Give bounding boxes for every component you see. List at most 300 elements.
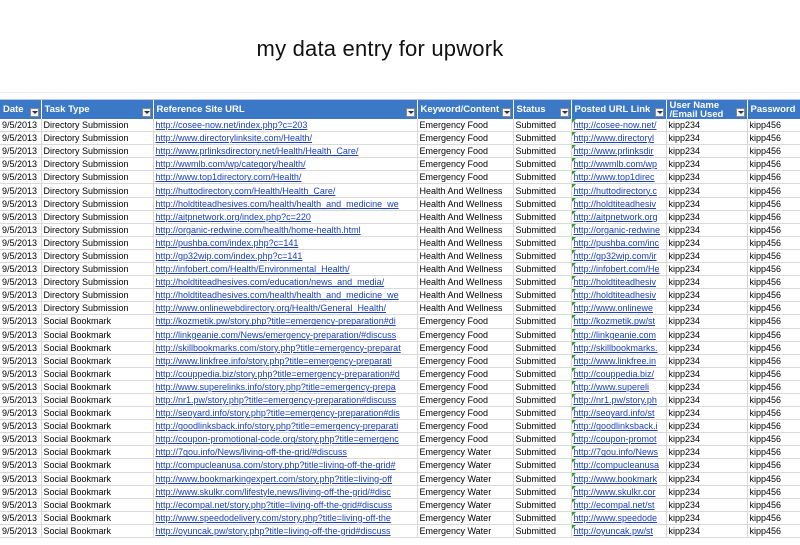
status-cell[interactable]: Submitted [513,341,571,354]
status-cell[interactable]: Submitted [513,197,571,210]
posted-url-link[interactable]: http://www.top1direc [571,171,666,184]
table-row [0,236,800,249]
keyword-cell[interactable]: Emergency Food [417,132,513,145]
table-row [0,485,800,498]
posted-url-link[interactable]: http://pushba.com/inc [571,236,666,249]
status-cell[interactable]: Submitted [513,223,571,236]
table-row [0,315,800,328]
task-type-cell[interactable]: Social Bookmark [41,433,153,446]
posted-url-link[interactable]: http://www.speedode [571,511,666,524]
status-cell[interactable]: Submitted [513,420,571,433]
reference-url-link[interactable]: http://oyuncak.pw/story.php?title=living-off-the-grid#discuss [153,524,417,537]
keyword-cell[interactable]: Emergency Water [417,511,513,524]
keyword-cell[interactable]: Emergency Food [417,354,513,367]
password-cell[interactable]: kipp456 [747,354,800,367]
password-cell[interactable]: kipp456 [747,459,800,472]
task-type-cell[interactable]: Directory Submission [41,289,153,302]
status-cell[interactable]: Submitted [513,472,571,485]
table-row [0,446,800,459]
username-cell[interactable]: kipp234 [666,341,747,354]
username-cell[interactable]: kipp234 [666,184,747,197]
date-cell[interactable]: 9/5/2013 [0,132,41,145]
username-cell[interactable]: kipp234 [666,524,747,537]
table-row [0,197,800,210]
reference-url-link[interactable]: http://pushba.com/index.php?c=141 [153,236,417,249]
filter-dropdown-icon[interactable] [736,108,745,117]
table-row [0,407,800,420]
keyword-cell[interactable]: Emergency Food [417,433,513,446]
posted-url-link[interactable]: http://goodlinksback.i [571,420,666,433]
reference-url-link[interactable]: http://seoyard.info/story.php?title=emergency-preparation#dis [153,407,417,420]
password-cell[interactable]: kipp456 [747,263,800,276]
username-cell[interactable]: kipp234 [666,263,747,276]
password-cell[interactable]: kipp456 [747,197,800,210]
password-cell[interactable]: kipp456 [747,511,800,524]
task-type-cell[interactable]: Social Bookmark [41,367,153,380]
posted-url-link[interactable]: http://aitpnetwork.org [571,210,666,223]
posted-url-link[interactable]: http://oyuncak.pw/st [571,524,666,537]
username-cell[interactable]: kipp234 [666,289,747,302]
posted-url-link[interactable]: http://www.prlinksdir [571,145,666,158]
posted-url-link[interactable]: http://wwmlb.com/wp [571,158,666,171]
keyword-cell[interactable]: Emergency Food [417,367,513,380]
status-cell[interactable]: Submitted [513,158,571,171]
date-cell[interactable]: 9/5/2013 [0,145,41,158]
table-row [0,249,800,262]
column-header-label: Date [3,103,24,115]
date-cell[interactable]: 9/5/2013 [0,289,41,302]
keyword-cell[interactable]: Emergency Food [417,171,513,184]
posted-url-link[interactable]: http://ecompal.net/st [571,498,666,511]
username-cell[interactable]: kipp234 [666,197,747,210]
task-type-cell[interactable]: Social Bookmark [41,407,153,420]
posted-url-link[interactable]: http://gp32wip.com/ir [571,249,666,262]
date-cell[interactable]: 9/5/2013 [0,158,41,171]
filter-dropdown-icon[interactable] [560,108,569,117]
task-type-cell[interactable]: Directory Submission [41,249,153,262]
username-cell[interactable]: kipp234 [666,380,747,393]
keyword-cell[interactable]: Health And Wellness [417,263,513,276]
password-cell[interactable]: kipp456 [747,171,800,184]
task-type-cell[interactable]: Directory Submission [41,210,153,223]
reference-url-link[interactable]: http://couppedia.biz/story.php?title=emergency-preparation#d [153,367,417,380]
reference-url-link[interactable]: http://goodlinksback.info/story.php?title=emergency-preparati [153,420,417,433]
reference-url-link[interactable]: http://www.onlinewebdirectory.org/Health/General_Health/ [153,302,417,315]
status-cell[interactable]: Submitted [513,132,571,145]
table-row [0,380,800,393]
username-cell[interactable]: kipp234 [666,420,747,433]
table-row [0,328,800,341]
date-cell[interactable]: 9/5/2013 [0,407,41,420]
status-cell[interactable]: Submitted [513,145,571,158]
keyword-cell[interactable]: Health And Wellness [417,249,513,262]
password-cell[interactable]: kipp456 [747,498,800,511]
table-row [0,158,800,171]
task-type-cell[interactable]: Social Bookmark [41,459,153,472]
status-cell[interactable]: Submitted [513,459,571,472]
table-row [0,171,800,184]
username-cell[interactable]: kipp234 [666,446,747,459]
date-cell[interactable]: 9/5/2013 [0,511,41,524]
reference-url-link[interactable]: http://www.speedodelivery.com/story.php?title=living-off-the [153,511,417,524]
reference-url-link[interactable]: http://www.bookmarkingexpert.com/story.php?title=living-off [153,472,417,485]
task-type-cell[interactable]: Directory Submission [41,119,153,132]
task-type-cell[interactable]: Social Bookmark [41,328,153,341]
task-type-cell[interactable]: Social Bookmark [41,420,153,433]
date-cell[interactable]: 9/5/2013 [0,276,41,289]
keyword-cell[interactable]: Emergency Food [417,328,513,341]
task-type-cell[interactable]: Social Bookmark [41,393,153,406]
username-cell[interactable]: kipp234 [666,210,747,223]
reference-url-link[interactable]: http://nr1.pw/story.php?title=emergency-preparation#discuss [153,393,417,406]
username-cell[interactable]: kipp234 [666,276,747,289]
posted-url-link[interactable]: http://cosee-now.net/ [571,119,666,132]
table-row [0,511,800,524]
password-cell[interactable]: kipp456 [747,223,800,236]
username-cell[interactable]: kipp234 [666,472,747,485]
status-cell[interactable]: Submitted [513,498,571,511]
date-cell[interactable]: 9/5/2013 [0,420,41,433]
task-type-cell[interactable]: Social Bookmark [41,380,153,393]
header-row [0,100,800,119]
status-cell[interactable]: Submitted [513,407,571,420]
task-type-cell[interactable]: Social Bookmark [41,341,153,354]
password-cell[interactable]: kipp456 [747,524,800,537]
keyword-cell[interactable]: Emergency Food [417,341,513,354]
posted-url-link[interactable]: http://www.linkfree.in [571,354,666,367]
date-cell[interactable]: 9/5/2013 [0,197,41,210]
password-cell[interactable]: kipp456 [747,472,800,485]
posted-url-link[interactable]: http://7gou.info/News [571,446,666,459]
table-row [0,524,800,537]
status-cell[interactable]: Submitted [513,276,571,289]
task-type-cell[interactable]: Social Bookmark [41,446,153,459]
keyword-cell[interactable]: Emergency Food [417,393,513,406]
keyword-cell[interactable]: Emergency Food [417,119,513,132]
task-type-cell[interactable]: Social Bookmark [41,472,153,485]
username-cell[interactable]: kipp234 [666,511,747,524]
status-cell[interactable]: Submitted [513,289,571,302]
posted-url-link[interactable]: http://couppedia.biz/ [571,367,666,380]
keyword-cell[interactable]: Health And Wellness [417,236,513,249]
reference-url-link[interactable]: http://kozmetik.pw/story.php?title=emergency-preparation#di [153,315,417,328]
username-cell[interactable]: kipp234 [666,158,747,171]
reference-url-link[interactable]: http://holdtiteadhesives.com/education/news_and_media/ [153,276,417,289]
posted-url-link[interactable]: http://seoyard.info/st [571,407,666,420]
reference-url-link[interactable]: http://holdtiteadhesives.com/health/health_and_medicine_we [153,197,417,210]
reference-url-link[interactable]: http://linkgeanie.com/News/emergency-preparation/#discuss [153,328,417,341]
reference-url-link[interactable]: http://7gou.info/News/living-off-the-grid/#discuss [153,446,417,459]
status-cell[interactable]: Submitted [513,367,571,380]
keyword-cell[interactable]: Emergency Food [417,315,513,328]
task-type-cell[interactable]: Directory Submission [41,158,153,171]
password-cell[interactable]: kipp456 [747,315,800,328]
date-cell[interactable]: 9/5/2013 [0,472,41,485]
status-cell[interactable]: Submitted [513,236,571,249]
table-row [0,184,800,197]
reference-url-link[interactable]: http://www.prlinksdirectory.net/Health/Health_Care/ [153,145,417,158]
task-type-cell[interactable]: Directory Submission [41,276,153,289]
keyword-cell[interactable]: Health And Wellness [417,197,513,210]
table-row [0,119,800,132]
column-header-reference-url[interactable] [153,100,417,119]
date-cell[interactable]: 9/5/2013 [0,223,41,236]
reference-url-link[interactable]: http://aitpnetwork.org/index.php?c=220 [153,210,417,223]
keyword-cell[interactable]: Health And Wellness [417,289,513,302]
table-row [0,433,800,446]
username-cell[interactable]: kipp234 [666,433,747,446]
username-cell[interactable]: kipp234 [666,393,747,406]
task-type-cell[interactable]: Social Bookmark [41,524,153,537]
task-type-cell[interactable]: Directory Submission [41,184,153,197]
password-cell[interactable]: kipp456 [747,302,800,315]
filter-dropdown-icon[interactable] [406,108,415,117]
posted-url-link[interactable]: http://www.supereli [571,380,666,393]
status-cell[interactable]: Submitted [513,380,571,393]
reference-url-link[interactable]: http://www.superelinks.info/story.php?title=emergency-prepa [153,380,417,393]
posted-url-link[interactable]: http://infobert.com/He [571,263,666,276]
posted-url-link[interactable]: http://kozmetik.pw/st [571,315,666,328]
password-cell[interactable]: kipp456 [747,341,800,354]
reference-url-link[interactable]: http://wwmlb.com/wp/category/health/ [153,158,417,171]
reference-url-link[interactable]: http://compucleanusa.com/story.php?title=living-off-the-grid# [153,459,417,472]
reference-url-link[interactable]: http://gp32wip.com/index.php?c=141 [153,249,417,262]
password-cell[interactable]: kipp456 [747,210,800,223]
password-cell[interactable]: kipp456 [747,289,800,302]
username-cell[interactable]: kipp234 [666,223,747,236]
posted-url-link[interactable]: http://holdtiteadhesiv [571,197,666,210]
table-row [0,263,800,276]
task-type-cell[interactable]: Social Bookmark [41,485,153,498]
password-cell[interactable]: kipp456 [747,158,800,171]
posted-url-link[interactable]: http://organic-redwine [571,223,666,236]
posted-url-link[interactable]: http://huttodirectory.c [571,184,666,197]
reference-url-link[interactable]: http://huttodirectory.com/Health/Health_Care/ [153,184,417,197]
username-cell[interactable]: kipp234 [666,354,747,367]
reference-url-link[interactable]: http://www.skulkr.com/lifestyle,news/living-off-the-grid/#disc [153,485,417,498]
password-cell[interactable]: kipp456 [747,485,800,498]
date-cell[interactable]: 9/5/2013 [0,119,41,132]
column-header-task-type[interactable] [41,100,153,119]
username-cell[interactable]: kipp234 [666,498,747,511]
reference-url-link[interactable]: http://www.linkfree.info/story.php?title=emergency-preparati [153,354,417,367]
keyword-cell[interactable]: Emergency Water [417,446,513,459]
reference-url-link[interactable]: http://cosee-now.net/index.php?c=203 [153,119,417,132]
status-cell[interactable]: Submitted [513,315,571,328]
filter-dropdown-icon[interactable] [30,108,39,117]
date-cell[interactable]: 9/5/2013 [0,367,41,380]
password-cell[interactable]: kipp456 [747,249,800,262]
posted-url-link[interactable]: http://holdtiteadhesiv [571,276,666,289]
posted-url-link[interactable]: http://holdtiteadhesiv [571,289,666,302]
keyword-cell[interactable]: Emergency Water [417,485,513,498]
status-cell[interactable]: Submitted [513,249,571,262]
task-type-cell[interactable]: Directory Submission [41,236,153,249]
reference-url-link[interactable]: http://infobert.com/Health/Environmental_Health/ [153,263,417,276]
keyword-cell[interactable]: Health And Wellness [417,302,513,315]
table-row [0,367,800,380]
password-cell[interactable]: kipp456 [747,446,800,459]
username-cell[interactable]: kipp234 [666,407,747,420]
table-row [0,472,800,485]
reference-url-link[interactable]: http://holdtiteadhesives.com/health/health_and_medicine_we [153,289,417,302]
filter-dropdown-icon[interactable] [502,108,511,117]
username-cell[interactable]: kipp234 [666,367,747,380]
posted-url-link[interactable]: http://skillbookmarks. [571,341,666,354]
status-cell[interactable]: Submitted [513,485,571,498]
password-cell[interactable]: kipp456 [747,145,800,158]
status-cell[interactable]: Submitted [513,119,571,132]
reference-url-link[interactable]: http://skillbookmarks.com/story.php?title=emergency-preparat [153,341,417,354]
status-cell[interactable]: Submitted [513,393,571,406]
task-type-cell[interactable]: Directory Submission [41,197,153,210]
username-cell[interactable]: kipp234 [666,328,747,341]
password-cell[interactable]: kipp456 [747,276,800,289]
date-cell[interactable]: 9/5/2013 [0,498,41,511]
column-header-keyword[interactable] [417,100,513,119]
username-cell[interactable]: kipp234 [666,315,747,328]
table-row [0,498,800,511]
posted-url-link[interactable]: http://www.onlinewe [571,302,666,315]
status-cell[interactable]: Submitted [513,446,571,459]
posted-url-link[interactable]: http://www.skulkr.cor [571,485,666,498]
posted-url-link[interactable]: http://compucleanusa [571,459,666,472]
filter-dropdown-icon[interactable] [142,108,151,117]
date-cell[interactable]: 9/5/2013 [0,354,41,367]
password-cell[interactable]: kipp456 [747,328,800,341]
status-cell[interactable]: Submitted [513,328,571,341]
reference-url-link[interactable]: http://ecompal.net/story.php?title=living-off-the-grid#discuss [153,498,417,511]
status-cell[interactable]: Submitted [513,263,571,276]
column-header-user-name[interactable] [666,100,747,119]
status-cell[interactable]: Submitted [513,524,571,537]
date-cell[interactable]: 9/5/2013 [0,315,41,328]
date-cell[interactable]: 9/5/2013 [0,302,41,315]
reference-url-link[interactable]: http://organic-redwine.com/health/home-health.html [153,223,417,236]
posted-url-link[interactable]: http://www.bookmark [571,472,666,485]
date-cell[interactable]: 9/5/2013 [0,263,41,276]
password-cell[interactable]: kipp456 [747,184,800,197]
password-cell[interactable]: kipp456 [747,132,800,145]
reference-url-link[interactable]: http://www.directorylinksite.com/Health/ [153,132,417,145]
password-cell[interactable]: kipp456 [747,393,800,406]
date-cell[interactable]: 9/5/2013 [0,433,41,446]
date-cell[interactable]: 9/5/2013 [0,328,41,341]
username-cell[interactable]: kipp234 [666,171,747,184]
keyword-cell[interactable]: Emergency Water [417,459,513,472]
keyword-cell[interactable]: Emergency Food [417,407,513,420]
date-cell[interactable]: 9/5/2013 [0,184,41,197]
column-header-status[interactable] [513,100,571,119]
task-type-cell[interactable]: Directory Submission [41,132,153,145]
date-cell[interactable]: 9/5/2013 [0,171,41,184]
password-cell[interactable]: kipp456 [747,119,800,132]
username-cell[interactable]: kipp234 [666,236,747,249]
table-row [0,302,800,315]
keyword-cell[interactable]: Health And Wellness [417,184,513,197]
keyword-cell[interactable]: Health And Wellness [417,276,513,289]
table-row [0,393,800,406]
filter-dropdown-icon[interactable] [655,108,664,117]
column-header-posted-url[interactable] [571,100,666,119]
status-cell[interactable]: Submitted [513,511,571,524]
password-cell[interactable]: kipp456 [747,380,800,393]
date-cell[interactable]: 9/5/2013 [0,446,41,459]
column-header-date[interactable] [0,100,41,119]
posted-url-link[interactable]: http://coupon-promot [571,433,666,446]
password-cell[interactable]: kipp456 [747,420,800,433]
task-type-cell[interactable]: Directory Submission [41,145,153,158]
task-type-cell[interactable]: Directory Submission [41,302,153,315]
password-cell[interactable]: kipp456 [747,367,800,380]
task-type-cell[interactable]: Social Bookmark [41,354,153,367]
task-type-cell[interactable]: Directory Submission [41,171,153,184]
task-type-cell[interactable]: Directory Submission [41,223,153,236]
username-cell[interactable]: kipp234 [666,302,747,315]
username-cell[interactable]: kipp234 [666,132,747,145]
date-cell[interactable]: 9/5/2013 [0,236,41,249]
date-cell[interactable]: 9/5/2013 [0,459,41,472]
date-cell[interactable]: 9/5/2013 [0,249,41,262]
username-cell[interactable]: kipp234 [666,249,747,262]
username-cell[interactable]: kipp234 [666,485,747,498]
task-type-cell[interactable]: Directory Submission [41,263,153,276]
username-cell[interactable]: kipp234 [666,145,747,158]
table-row [0,459,800,472]
keyword-cell[interactable]: Emergency Water [417,498,513,511]
column-header-label: Task Type [44,103,90,115]
date-cell[interactable]: 9/5/2013 [0,380,41,393]
status-cell[interactable]: Submitted [513,433,571,446]
keyword-cell[interactable]: Emergency Food [417,158,513,171]
date-cell[interactable]: 9/5/2013 [0,341,41,354]
reference-url-link[interactable]: http://coupon-promotional-code.org/story.php?title=emergenc [153,433,417,446]
date-cell[interactable]: 9/5/2013 [0,210,41,223]
task-type-cell[interactable]: Social Bookmark [41,315,153,328]
keyword-cell[interactable]: Emergency Food [417,380,513,393]
username-cell[interactable]: kipp234 [666,119,747,132]
password-cell[interactable]: kipp456 [747,433,800,446]
username-cell[interactable]: kipp234 [666,459,747,472]
keyword-cell[interactable]: Emergency Food [417,420,513,433]
posted-url-link[interactable]: http://nr1.pw/story.ph [571,393,666,406]
status-cell[interactable]: Submitted [513,171,571,184]
status-cell[interactable]: Submitted [513,302,571,315]
status-cell[interactable]: Submitted [513,354,571,367]
posted-url-link[interactable]: http://linkgeanie.com [571,328,666,341]
password-cell[interactable]: kipp456 [747,407,800,420]
table-row [0,354,800,367]
keyword-cell[interactable]: Emergency Water [417,524,513,537]
reference-url-link[interactable]: http://www.top1directory.com/Health/ [153,171,417,184]
date-cell[interactable]: 9/5/2013 [0,393,41,406]
task-type-cell[interactable]: Social Bookmark [41,498,153,511]
date-cell[interactable]: 9/5/2013 [0,485,41,498]
date-cell[interactable]: 9/5/2013 [0,524,41,537]
status-cell[interactable]: Submitted [513,210,571,223]
posted-url-link[interactable]: http://www.directoryl [571,132,666,145]
keyword-cell[interactable]: Health And Wellness [417,223,513,236]
task-type-cell[interactable]: Social Bookmark [41,511,153,524]
keyword-cell[interactable]: Health And Wellness [417,210,513,223]
password-cell[interactable]: kipp456 [747,236,800,249]
column-header-label: Reference Site URL [156,103,245,115]
status-cell[interactable]: Submitted [513,184,571,197]
keyword-cell[interactable]: Emergency Water [417,472,513,485]
table-row [0,276,800,289]
keyword-cell[interactable]: Emergency Food [417,145,513,158]
column-header-password[interactable] [747,100,800,119]
